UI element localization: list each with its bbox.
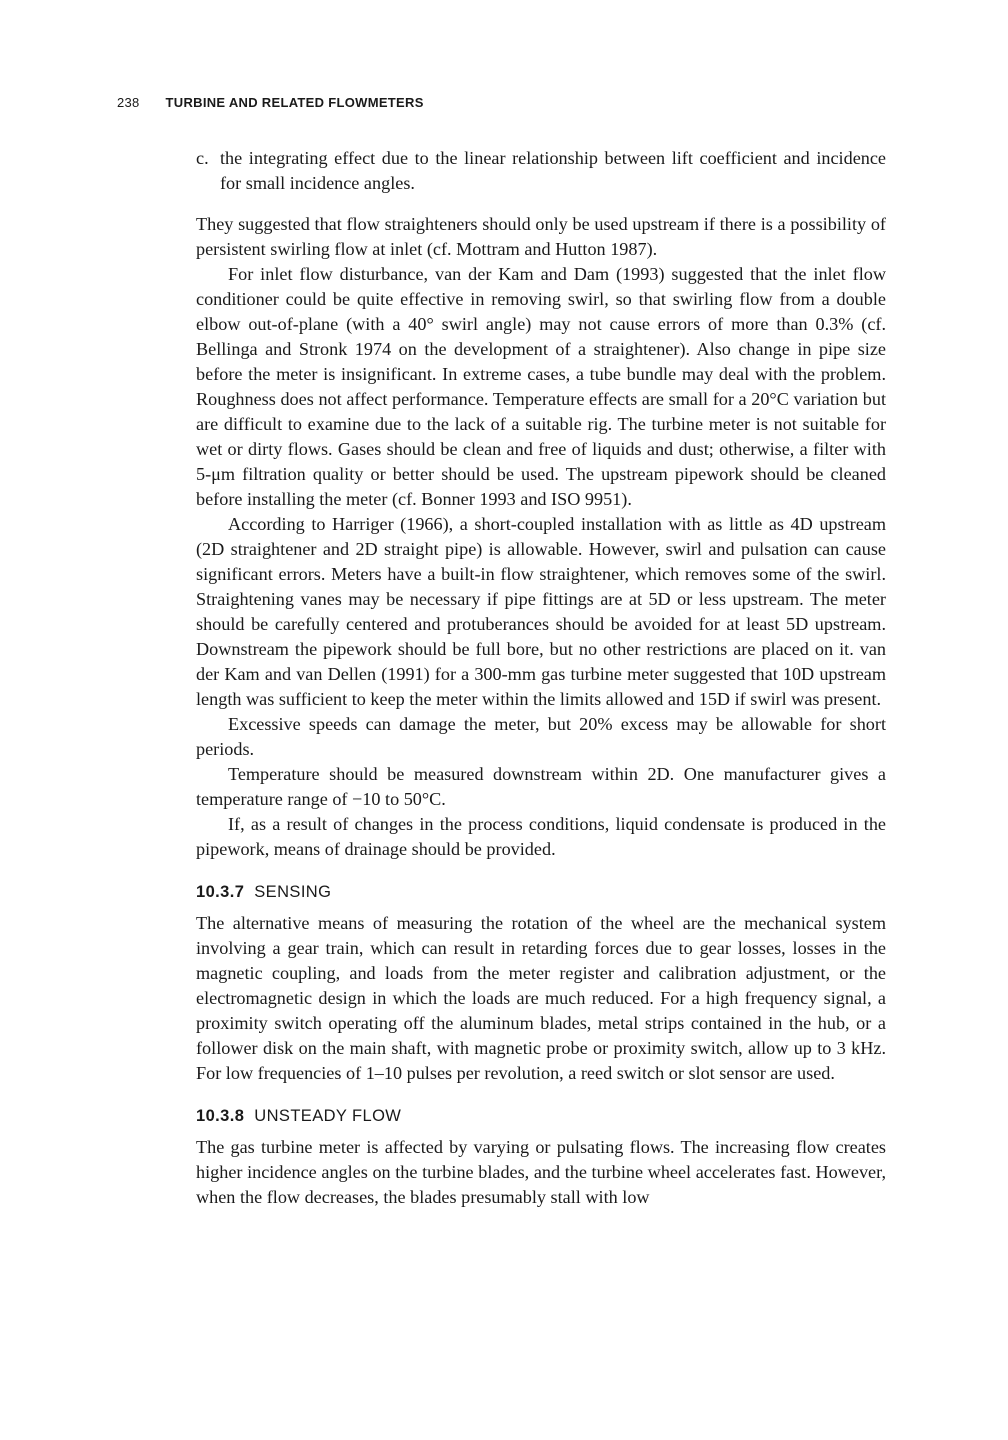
paragraph: If, as a result of changes in the process conditions, liquid condensate is produced in the pipework, means of drainage should be provided. [196,814,886,859]
section-heading [196,1104,886,1129]
page-number: 238 [117,95,140,110]
paragraph: According to Harriger (1966), a short-coupled installation with as little as 4D upstream (2D straightener and 2D straight pipe) is allowable. However, swirl and pulsation can cause significant errors. Meters have a built-in flow straightener, which removes some of the swirl. Straightening vanes may be necessary if pipe fittings are at 5D or less upstream. The meter should be carefully centered and protuberances should be avoided for at least 5D upstream. Downstream the pipework should be full bore, but no other restrictions are placed on it. van der Kam and van Dellen (1991) for a 300-mm gas turbine meter suggested that 10D upstream length was sufficient to keep the meter within the limits allowed and 15D if swirl was present. [196,514,886,709]
section-number: 10.3.8 [196,1107,245,1125]
paragraph: Excessive speeds can damage the meter, but 20% excess may be allowable for short periods. [196,714,886,759]
section-title: UNSTEADY FLOW [254,1107,402,1125]
paragraph: Temperature should be measured downstream within 2D. One manufacturer gives a temperature range of −10 to 50°C. [196,764,886,809]
paragraph: The alternative means of measuring the rotation of the wheel are the mechanical system involving a gear train, which can result in retarding forces due to gear losses, losses in the magnetic coupling, and loads from the meter register and calibration adjustment, or the electromagnetic design in which the loads are much reduced. For a high frequency signal, a proximity switch operating off the aluminum blades, metal strips contained in the hub, or a follower disk on the main shaft, with magnetic probe or proximity switch, allow up to 3 kHz. For low frequencies of 1–10 pulses per revolution, a reed switch or slot sensor are used. [196,913,886,1083]
section-number: 10.3.7 [196,883,245,901]
running-header [117,95,424,110]
section-heading [196,880,886,905]
paragraph: For inlet flow disturbance, van der Kam and Dam (1993) suggested that the inlet flow conditioner could be quite effective in removing swirl, so that swirling flow from a double elbow out-of-plane (with a 40° swirl angle) may not cause errors of more than 0.3% (cf. Bellinga and Stronk 1974 on the development of a straightener). Also change in pipe size before the meter is insignificant. In extreme cases, a tube bundle may deal with the problem. Roughness does not affect performance. Temperature effects are small for a 20°C variation but are difficult to examine due to the lack of a suitable rig. The turbine meter is not suitable for wet or dirty flows. Gases should be clean and free of liquids and dust; otherwise, a filter with 5-μm filtration quality or better should be used. The upstream pipework should be cleaned before installing the meter (cf. Bonner 1993 and ISO 9951). [196,264,886,509]
list-marker: c. [196,148,209,168]
list-item [196,146,886,196]
running-title: TURBINE AND RELATED FLOWMETERS [165,95,424,110]
list-item-text: the integrating effect due to the linear relationship between lift coefficient and incidence for small incidence angles. [220,148,886,193]
body-text [196,146,886,1210]
paragraph: They suggested that flow straighteners should only be used upstream if there is a possibility of persistent swirling flow at inlet (cf. Mottram and Hutton 1987). [196,214,886,259]
paragraph: The gas turbine meter is affected by varying or pulsating flows. The increasing flow creates higher incidence angles on the turbine blades, and the turbine wheel accelerates fast. However, when the flow decreases, the blades presumably stall with low [196,1137,886,1207]
section-title: SENSING [254,883,332,901]
